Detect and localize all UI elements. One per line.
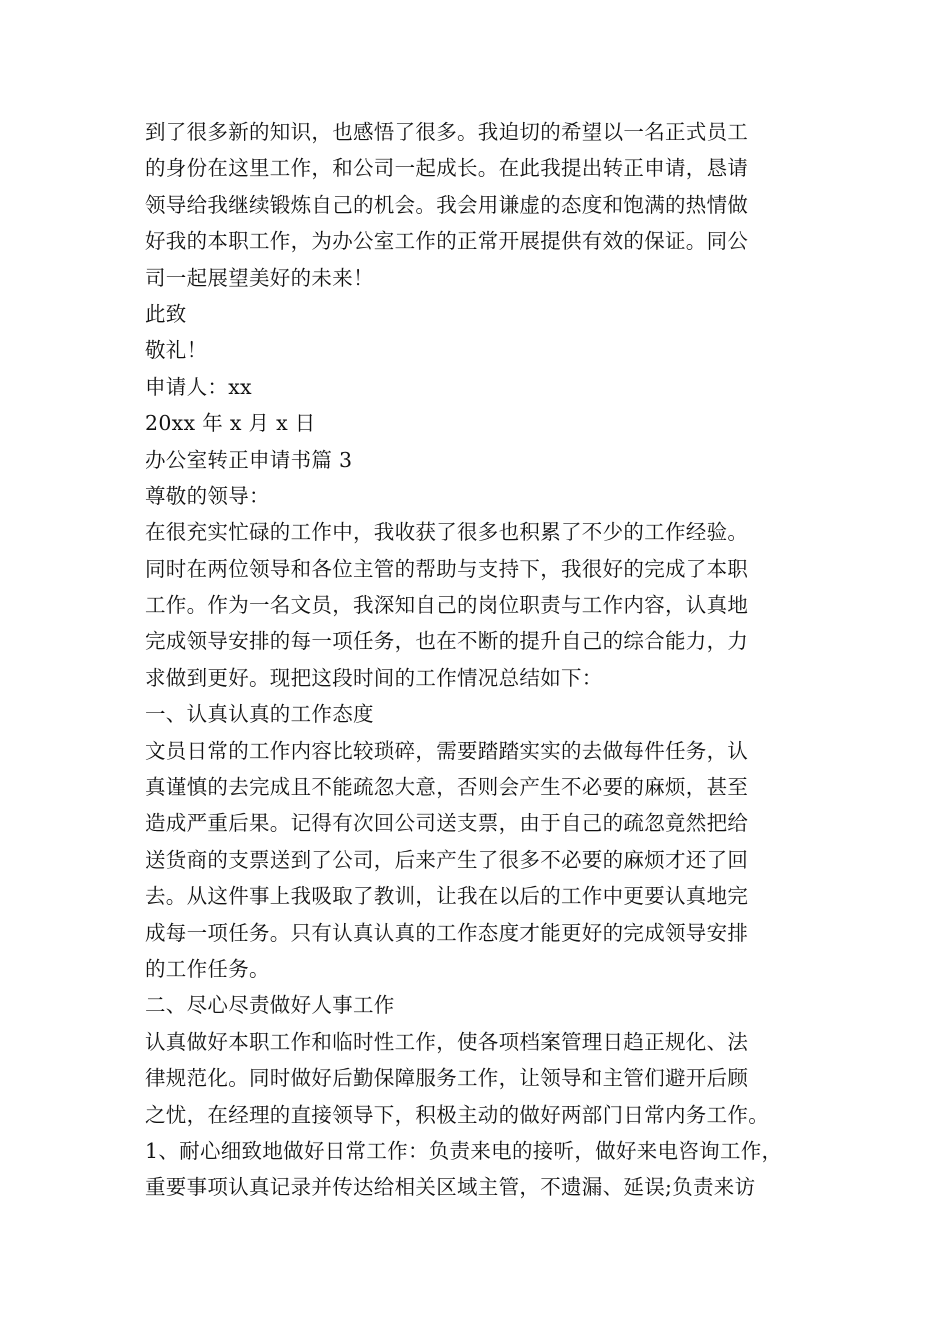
text-line: 好我的本职工作，为办公室工作的正常开展提供有效的保证。同公 (145, 229, 749, 254)
text-line: 送货商的支票送到了公司，后来产生了很多不必要的麻烦才还了回 (145, 847, 749, 872)
text-line: 完成领导安排的每一项任务，也在不断的提升自己的综合能力，力 (145, 629, 749, 654)
text-line: 同时在两位领导和各位主管的帮助与支持下，我很好的完成了本职 (145, 556, 749, 581)
heading-line: 一、认真认真的工作态度 (145, 702, 374, 727)
text-line: 的工作任务。 (145, 956, 270, 981)
text-line: 1、耐心细致地做好日常工作：负责来电的接听，做好来电咨询工作， (145, 1138, 783, 1163)
text-line: 真谨慎的去完成且不能疏忽大意，否则会产生不必要的麻烦，甚至 (145, 775, 749, 800)
text-line: 重要事项认真记录并传达给相关区域主管，不遗漏、延误;负责来访 (145, 1175, 756, 1200)
applicant-line: 申请人：xx (145, 374, 252, 399)
greeting-line: 尊敬的领导： (145, 483, 270, 508)
closing-line: 此致 (145, 301, 187, 326)
text-line: 造成严重后果。记得有次回公司送支票，由于自己的疏忽竟然把给 (145, 811, 749, 836)
text-line: 之忧，在经理的直接领导下，积极主动的做好两部门日常内务工作。 (145, 1102, 769, 1127)
section-title: 办公室转正申请书篇 3 (145, 447, 353, 472)
text-line: 求做到更好。现把这段时间的工作情况总结如下： (145, 665, 603, 690)
text-line: 领导给我继续锻炼自己的机会。我会用谦虚的态度和饱满的热情做 (145, 192, 749, 217)
text-line: 成每一项任务。只有认真认真的工作态度才能更好的完成领导安排 (145, 920, 749, 945)
text-line: 认真做好本职工作和临时性工作，使各项档案管理日趋正规化、法 (145, 1029, 749, 1054)
heading-line: 二、尽心尽责做好人事工作 (145, 993, 395, 1018)
text-line: 律规范化。同时做好后勤保障服务工作，让领导和主管们避开后顾 (145, 1066, 749, 1091)
text-line: 的身份在这里工作，和公司一起成长。在此我提出转正申请，恳请 (145, 156, 749, 181)
text-line: 工作。作为一名文员，我深知自己的岗位职责与工作内容，认真地 (145, 593, 749, 618)
salutation-line: 敬礼！ (145, 338, 208, 363)
document-body (145, 114, 825, 1206)
text-line: 去。从这件事上我吸取了教训，让我在以后的工作中更要认真地完 (145, 884, 749, 909)
date-line: 20xx 年 x 月 x 日 (145, 411, 316, 436)
text-line: 文员日常的工作内容比较琐碎，需要踏踏实实的去做每件任务，认 (145, 738, 749, 763)
text-line: 在很充实忙碌的工作中，我收获了很多也积累了不少的工作经验。 (145, 520, 749, 545)
text-line: 到了很多新的知识，也感悟了很多。我迫切的希望以一名正式员工 (145, 120, 749, 144)
text-line: 司一起展望美好的未来！ (145, 265, 374, 290)
